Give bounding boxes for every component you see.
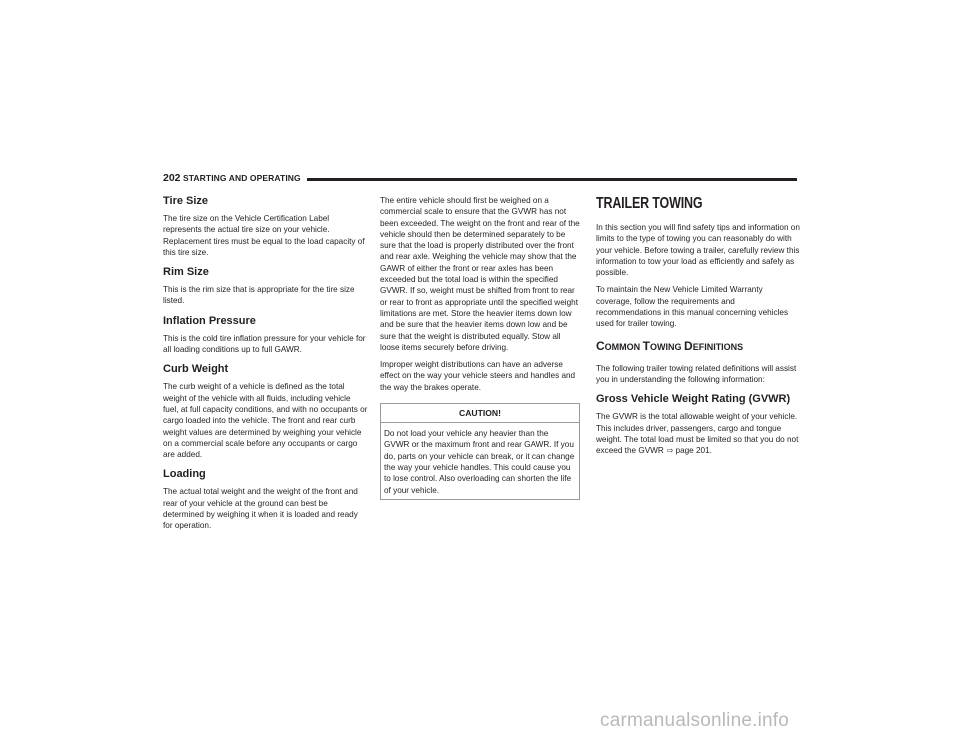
towing-intro-1: In this section you will find safety tips and information on limits to the type of towing you can reasonably do with your vehicle. Before towing a trailer, carefully review this information to tow your load as efficiently and safely as possible. <box>596 223 800 278</box>
watermark: carmanualsonline.info <box>600 710 790 731</box>
trailer-towing-title: TRAILER TOWING <box>596 195 703 212</box>
page-reference-arrow-icon: ⇨ <box>666 446 674 456</box>
loading-body: The actual total weight and the weight of the front and rear of your vehicle at the ground can best be determined by weighing it when it is loaded and ready for operation. <box>163 487 358 531</box>
section-title: STARTING AND OPERATING <box>183 173 301 183</box>
page-header <box>163 172 797 186</box>
weighing-paragraph: The entire vehicle should first be weighed on a commercial scale to ensure that the GVWR has not been exceeded. The weight on the front and rear of the vehicle should then be determined separately to be sure that the load is properly distributed over the front and rear axle. Weighing the vehicle may show that the GAWR of either the front or rear axles has been exceeded but the total load is within the specified GVWR. If so, weight must be shifted from front to rear or rear to front as appropriate until the specified weight limitations are met. Store the heavier items down low and be sure that the heavier items down low and be sure that the weight is distributed equally. Stow all loose items securely before driving. <box>380 196 580 352</box>
definitions-intro: The following trailer towing related definitions will assist you in understanding the following information: <box>596 363 797 384</box>
caution-body: Do not load your vehicle any heavier than the GVWR or the maximum front and rear GAWR. If you do, parts on your vehicle can break, or it can change the way your vehicle handles. This could cause you to lose control. Also overloading can shorten the life of your vehicle. <box>384 429 575 495</box>
common-towing-definitions-heading: COMMON TOWING DEFINITIONS <box>596 338 744 353</box>
inflation-pressure-heading: Inflation Pressure <box>163 314 256 327</box>
loading-heading: Loading <box>163 468 206 481</box>
column-3 <box>596 195 800 462</box>
rim-size-heading: Rim Size <box>163 266 209 279</box>
gvwr-heading: Gross Vehicle Weight Rating (GVWR) <box>596 393 791 406</box>
caution-title: CAUTION! <box>381 404 579 423</box>
inflation-pressure-body: This is the cold tire inflation pressure for your vehicle for all loading conditions up to full GAWR. <box>163 333 366 355</box>
caution-box <box>380 403 580 500</box>
curb-weight-body: The curb weight of a vehicle is defined as the total weight of the vehicle with all fluids, including vehicle fuel, at full capacity conditions, and with no occupants or cargo loaded into the vehicle. The front and rear curb weight values are determined by weighing your vehicle on a commercial scale before any occupants or cargo are added. <box>163 382 368 460</box>
tire-size-heading: Tire Size <box>163 195 209 207</box>
page-number: 202 <box>163 172 181 184</box>
curb-weight-heading: Curb Weight <box>163 363 229 376</box>
towing-intro-2: To maintain the New Vehicle Limited Warranty coverage, follow the requirements and recommendations in this manual concerning vehicles used for trailer towing. <box>596 285 789 329</box>
distribution-paragraph: Improper weight distributions can have an adverse effect on the way your vehicle steers and handles and the way the brakes operate. <box>380 360 576 392</box>
column-1 <box>163 195 368 538</box>
header-rule <box>307 178 797 181</box>
tire-size-body: The tire size on the Vehicle Certification Label represents the actual tire size on your vehicle. Replacement tires must be equal to the load capacity of this tire size. <box>163 214 365 257</box>
page-reference-link[interactable]: page 201. <box>675 446 712 456</box>
gvwr-body: The GVWR is the total allowable weight of your vehicle. This includes driver, passengers, cargo and tongue weight. The total load must be limited so that you do not exceed the GVWR ⇨ page 201. <box>596 412 799 456</box>
rim-size-body: This is the rim size that is appropriate for the tire size listed. <box>163 285 355 306</box>
column-2 <box>380 195 580 500</box>
